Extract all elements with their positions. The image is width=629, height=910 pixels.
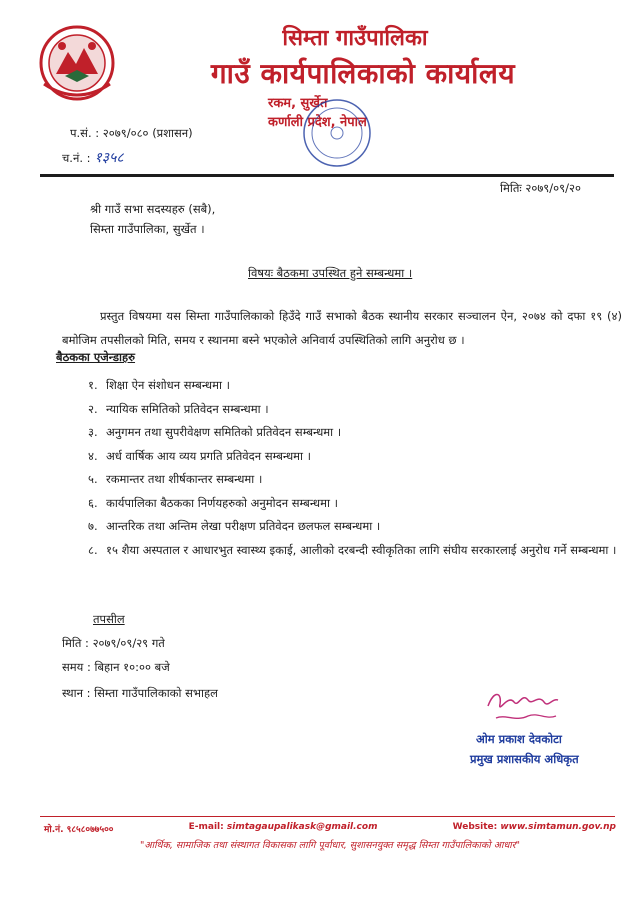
footer-divider: [40, 816, 615, 817]
agenda-number: ६.: [88, 495, 98, 510]
agenda-text: न्यायिक समितिको प्रतिवेदन सम्बन्धमा ।: [106, 401, 269, 416]
meeting-time: समय : बिहान १०:०० बजे: [62, 660, 170, 674]
signatory-title: प्रमुख प्रशासकीय अधिकृत: [470, 752, 579, 766]
agenda-text: शिक्षा ऐन संशोधन सम्बन्धमा ।: [106, 378, 230, 392]
subject-line: विषयः बैठकमा उपस्थित हुने सम्बन्धमा ।: [248, 266, 413, 280]
agenda-text: कार्यपालिका बैठकका निर्णयहरुको अनुमोदन सम्बन्धमा ।: [106, 495, 338, 510]
tapsil-heading: तपसील: [93, 612, 125, 626]
footer-contact: [44, 822, 616, 835]
chalani-label: च.नं. :: [62, 151, 91, 165]
meeting-venue: स्थान : सिम्ता गाउँपालिकाको सभाहल: [62, 686, 218, 700]
recipient-line2: सिम्ता गाउँपालिका, सुर्खेत ।: [90, 222, 205, 236]
agenda-number: ३.: [88, 425, 98, 439]
body-paragraph: प्रस्तुत विषयमा यस सिम्ता गाउँपालिकाको हिउँदे गाउँ सभाको बैठक स्थानीय सरकार सञ्चालन ऐन, २०७४ को दफा १९ (४) बमोजिम तपसीलको मिति, समय र स्थानमा बस्ने भएकोले अनिवार्य उपस्थितिको लागि अनुरोध छ ।: [62, 309, 622, 347]
agenda-text: अर्ध वार्षिक आय व्यय प्रगति प्रतिवेदन सम्बन्धमा ।: [106, 448, 312, 463]
signatory-name: ओम प्रकाश देवकोटा: [476, 732, 562, 746]
agenda-number: ८.: [88, 542, 98, 557]
signature: [482, 684, 562, 726]
agenda-number: १.: [88, 378, 98, 392]
list-item: [88, 492, 618, 516]
office-stamp: [300, 96, 374, 170]
list-item: [88, 515, 618, 539]
org-province: कर्णाली प्रदेश, नेपाल: [268, 115, 367, 130]
list-item: [88, 539, 618, 563]
agenda-text: अनुगमन तथा सुपरीवेक्षण समितिको प्रतिवेदन सम्बन्धमा ।: [106, 425, 342, 439]
website-link[interactable]: www.simtamun.gov.np: [500, 822, 616, 832]
letter-date: मितिः २०७९/०९/२०: [500, 181, 581, 195]
agenda-text: १५ शैया अस्पताल र आधारभुत स्वास्थ्य इकाई, आलीको दरबन्दी स्वीकृतिका लागि संघीय सरकारलाई अनुरोध गर्ने सम्बन्धमा ।: [106, 542, 617, 557]
org-address: रकम, सुर्खेत: [268, 96, 328, 111]
footer-website: [453, 822, 616, 835]
org-name-line1: सिम्ता गाउँपालिका: [282, 26, 428, 51]
recipient-line1: श्री गाउँ सभा सदस्यहरु (सबै),: [90, 202, 216, 216]
agenda-text: रकमान्तर तथा शीर्षकान्तर सम्बन्धमा ।: [106, 472, 263, 486]
agenda-number: ७.: [88, 519, 98, 533]
chalani-number: [62, 148, 124, 167]
chalani-value: १३५८: [94, 150, 124, 166]
list-item: [88, 445, 618, 469]
list-item: [88, 421, 618, 445]
meeting-date: मिति : २०७९/०९/२९ गते: [62, 636, 165, 650]
email-label: E-mail:: [188, 822, 224, 832]
footer-phone: मो.नं. ९८५८०७७५००: [44, 825, 114, 835]
list-item: [88, 374, 618, 398]
website-label: Website:: [452, 822, 498, 832]
agenda-heading: बैठकका एजेन्डाहरु: [56, 350, 136, 364]
agenda-text: आन्तरिक तथा अन्तिम लेखा परीक्षण प्रतिवेदन छलफल सम्बन्धमा ।: [106, 519, 381, 533]
org-name-line2: गाउँ कार्यपालिकाको कार्यालय: [210, 57, 516, 90]
agenda-number: २.: [88, 401, 98, 416]
agenda-number: ५.: [88, 472, 98, 486]
nepal-emblem-logo: [38, 24, 116, 102]
header-divider: [40, 174, 614, 177]
patra-sankhya: प.सं. : २०७९/०८० (प्रशासन): [70, 126, 193, 140]
list-item: [88, 398, 618, 422]
agenda-list: [88, 374, 618, 562]
footer-slogan: "आर्थिक, सामाजिक तथा संस्थागत विकासका लागि पूर्वाधार, सुशासनयुक्त समृद्ध सिम्ता गाउँपालिकाको आधार": [139, 840, 521, 851]
footer-email: [189, 822, 378, 835]
list-item: [88, 468, 618, 492]
agenda-number: ४.: [88, 448, 98, 463]
email-link[interactable]: simtagaupalikask@gmail.com: [226, 822, 378, 832]
